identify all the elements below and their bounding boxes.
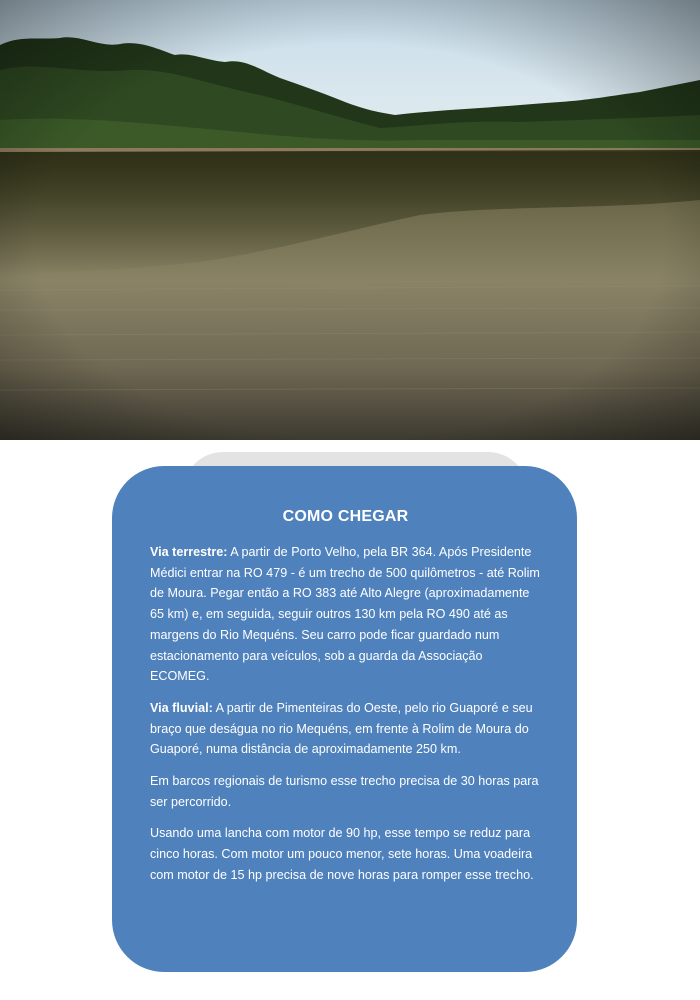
river-landscape-image <box>0 0 700 440</box>
paragraph-text: A partir de Pimenteiras do Oeste, pelo rio Guaporé e seu braço que deságua no rio Mequéns, em frente à Rolim de Moura do Guaporé, numa distância de aproximadamente 250 km. <box>150 700 533 757</box>
info-card <box>112 466 577 972</box>
paragraph-text: Em barcos regionais de turismo esse trecho precisa de 30 horas para ser percorrido. <box>150 774 539 809</box>
paragraph-lancha <box>150 823 541 885</box>
card-title: COMO CHEGAR <box>282 508 409 525</box>
paragraph-via-fluvial <box>150 698 541 760</box>
paragraph-via-terrestre <box>150 542 541 687</box>
paragraph-text: Usando uma lancha com motor de 90 hp, esse tempo se reduz para cinco horas. Com motor um pouco menor, sete horas. Uma voadeira com motor de 15 hp precisa de nove horas para romper esse trecho. <box>150 826 534 882</box>
paragraph-label: Via terrestre: <box>150 545 228 559</box>
river-photo <box>0 0 700 440</box>
paragraph-text: A partir de Porto Velho, pela BR 364. Após Presidente Médici entrar na RO 479 - é um trecho de 500 quilômetros - até Rolim de Moura. Pegar então a RO 383 até Alto Alegre (aproximadamente 65 km) e, em seguida, seguir outros 130 km pela RO 490 até as margens do Rio Mequéns. Seu carro pode ficar guardado num estacionamento para veículos, sob a guarda da Associação ECOMEG. <box>150 545 540 684</box>
paragraph-barcos <box>150 771 541 812</box>
paragraph-label: Via fluvial: <box>150 700 213 715</box>
